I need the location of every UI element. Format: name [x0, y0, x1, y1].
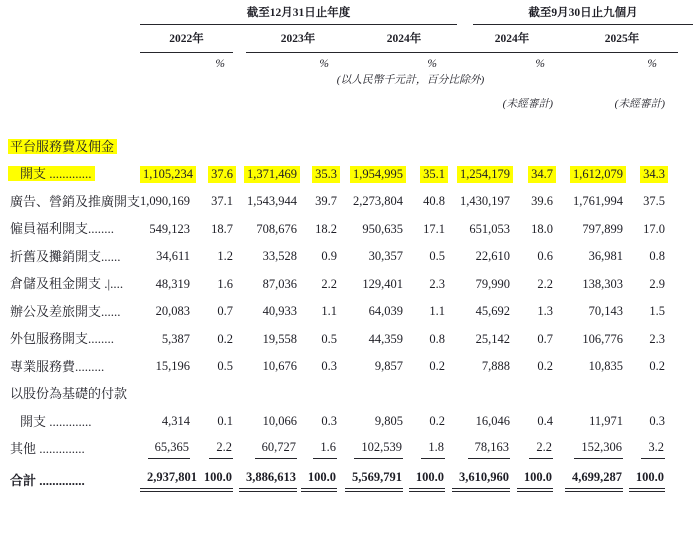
cell-value-9m2024: 1,430,197: [460, 194, 510, 209]
cell-percent-2022: 1.2: [217, 249, 233, 264]
cell-value-9m2024: 78,163: [445, 440, 510, 459]
cell-percent-9m2024: 100.0: [510, 470, 553, 492]
cell-percent-9m2025: 0.2: [649, 359, 665, 374]
table-row: [8, 243, 665, 271]
cell-percent-9m2024: 2.2: [537, 276, 553, 291]
cell-percent-2023: 2.2: [321, 276, 337, 291]
cell-percent-9m2024: 0.2: [537, 359, 553, 374]
cell-value-2023: 10,066: [262, 414, 297, 429]
cell-percent-2024: 0.2: [429, 414, 445, 429]
cell-percent-2023: 18.2: [315, 221, 337, 236]
cell-value-2023: 40,933: [262, 304, 297, 319]
table-row: [8, 271, 665, 299]
cell-value-2023: 87,036: [262, 276, 297, 291]
cell-percent-9m2025: 2.3: [649, 331, 665, 346]
cell-percent-2022: 100.0: [190, 470, 233, 492]
cell-percent-2022: 18.7: [211, 221, 233, 236]
cell-value-9m2025: 797,899: [582, 221, 623, 236]
table-row: [8, 216, 665, 244]
cell-percent-9m2025: 1.5: [649, 304, 665, 319]
cell-value-9m2024: 45,692: [475, 304, 510, 319]
cell-value-9m2025: 70,143: [588, 304, 623, 319]
cell-percent-2023: 0.5: [321, 331, 337, 346]
cell-value-9m2024: 3,610,960: [445, 470, 510, 492]
cell-value-2023: 1,371,469: [233, 166, 297, 183]
cell-value-9m2024: 22,610: [475, 249, 510, 264]
table-row: [8, 381, 665, 409]
row-label: 平台服務費及佣金: [8, 139, 140, 155]
cell-percent-9m2024: 0.7: [537, 331, 553, 346]
row-label: 開支 .............: [20, 413, 92, 429]
cell-value-2022: 65,365: [140, 440, 190, 459]
cell-percent-2022: 2.2: [190, 440, 233, 459]
cell-value-2024: 2,273,804: [353, 194, 403, 209]
year-header-2023: 2023年: [246, 32, 350, 53]
cell-value-2024: 1,954,995: [337, 166, 403, 183]
row-label: 合計 ..............: [10, 473, 85, 488]
cell-value-9m2024: 1,254,179: [445, 166, 510, 183]
cell-percent-2024: 35.1: [403, 166, 445, 183]
percent-symbol: %: [215, 58, 225, 70]
table-row: [8, 133, 665, 161]
cell-value-2022: 34,611: [156, 249, 190, 264]
cell-percent-2024: 1.1: [429, 304, 445, 319]
cell-value-2024: 64,039: [368, 304, 403, 319]
period-group-nine-months: 截至9月30日止九個月: [473, 6, 693, 25]
cell-percent-9m2025: 0.8: [649, 249, 665, 264]
cell-percent-9m2025: 34.3: [623, 166, 665, 183]
cell-percent-9m2024: 39.6: [531, 194, 553, 209]
cell-percent-9m2025: 0.3: [649, 414, 665, 429]
year-header-2022: 2022年: [140, 32, 233, 53]
year-header-9m2025: 2025年: [566, 32, 678, 53]
cell-percent-2023: 39.7: [315, 194, 337, 209]
cell-percent-2024: 0.2: [429, 359, 445, 374]
unaudited-note: (未經審計): [614, 98, 665, 110]
cell-percent-2024: 0.5: [429, 249, 445, 264]
cell-value-2023: 1,543,944: [247, 194, 297, 209]
percent-symbol: %: [319, 58, 329, 70]
cell-value-9m2025: 4,699,287: [553, 470, 623, 492]
cell-value-2023: 19,558: [262, 331, 297, 346]
cell-percent-2023: 35.3: [297, 166, 337, 183]
row-label: 專業服務費.........: [10, 358, 105, 374]
cell-value-9m2025: 138,303: [582, 276, 623, 291]
table-row: [8, 188, 665, 216]
cell-value-2023: 708,676: [256, 221, 297, 236]
table-row: [8, 436, 665, 464]
cell-percent-9m2024: 18.0: [531, 221, 553, 236]
cell-percent-2024: 100.0: [403, 470, 445, 492]
cell-percent-2023: 1.1: [321, 304, 337, 319]
cell-value-2022: 15,196: [155, 359, 190, 374]
cell-percent-2022: 37.1: [211, 194, 233, 209]
cell-value-2024: 44,359: [368, 331, 403, 346]
cell-percent-2022: 0.1: [217, 414, 233, 429]
cell-value-2023: 3,886,613: [233, 470, 297, 492]
unaudited-note-row: [8, 97, 665, 111]
cell-value-2022: 1,105,234: [140, 166, 190, 183]
cell-percent-9m2024: 0.4: [537, 414, 553, 429]
cell-percent-2022: 0.2: [217, 331, 233, 346]
cell-percent-9m2025: 2.9: [649, 276, 665, 291]
cell-value-9m2025: 36,981: [588, 249, 623, 264]
table-row: [8, 326, 665, 354]
table-row: [8, 161, 665, 189]
year-header-9m2024: 2024年: [458, 32, 566, 53]
cell-percent-9m2025: 3.2: [623, 440, 665, 459]
cell-percent-2024: 2.3: [429, 276, 445, 291]
table-row: [8, 353, 665, 381]
row-label: 辦公及差旅開支......: [10, 303, 121, 319]
cell-value-2024: 9,805: [374, 414, 403, 429]
cell-value-2022: 5,387: [161, 331, 190, 346]
cell-percent-2023: 100.0: [297, 470, 337, 492]
row-label: 以股份為基礎的付款: [10, 386, 128, 402]
cell-value-2022: 549,123: [149, 221, 190, 236]
cell-value-2024: 9,857: [374, 359, 403, 374]
cell-value-9m2025: 1,761,994: [573, 194, 623, 209]
unaudited-note: (未經審計): [502, 98, 553, 110]
cell-value-2023: 10,676: [262, 359, 297, 374]
row-label: 僱員福利開支........: [10, 221, 115, 237]
cell-percent-2024: 1.8: [403, 440, 445, 459]
table-row: [8, 466, 665, 496]
table-row: [8, 408, 665, 436]
cell-percent-2022: 37.6: [190, 166, 233, 183]
cell-percent-2024: 40.8: [423, 194, 445, 209]
unit-note-row: [8, 73, 665, 87]
cell-percent-9m2024: 0.6: [537, 249, 553, 264]
cell-percent-2023: 0.9: [321, 249, 337, 264]
row-label: 開支 .............: [8, 166, 140, 182]
cell-value-2022: 4,314: [161, 414, 190, 429]
cell-percent-2023: 1.6: [297, 440, 337, 459]
row-label: 倉儲及租金開支 .|....: [10, 276, 124, 292]
cell-value-2024: 5,569,791: [337, 470, 403, 492]
cell-percent-9m2025: 100.0: [623, 470, 665, 492]
cell-value-2024: 102,539: [337, 440, 403, 459]
row-label: 折舊及攤銷開支......: [10, 248, 121, 264]
cell-value-2022: 2,937,801: [140, 470, 190, 492]
cell-value-9m2024: 651,053: [469, 221, 510, 236]
cell-value-2024: 30,357: [368, 249, 403, 264]
cell-percent-9m2025: 37.5: [643, 194, 665, 209]
cell-value-9m2025: 152,306: [553, 440, 623, 459]
cell-percent-2022: 0.5: [217, 359, 233, 374]
cell-value-9m2025: 11,971: [589, 414, 623, 429]
cell-percent-9m2025: 17.0: [643, 221, 665, 236]
cell-value-9m2025: 10,835: [588, 359, 623, 374]
percent-symbol: %: [647, 58, 657, 70]
cell-value-2022: 20,083: [155, 304, 190, 319]
cell-value-9m2024: 79,990: [475, 276, 510, 291]
cell-value-9m2024: 16,046: [475, 414, 510, 429]
cell-value-9m2025: 106,776: [582, 331, 623, 346]
cell-percent-9m2024: 34.7: [510, 166, 553, 183]
row-label: 廣告、營銷及推廣開支: [10, 193, 141, 209]
cell-percent-2023: 0.3: [321, 359, 337, 374]
year-header-row: [8, 32, 665, 53]
cell-percent-2023: 0.3: [321, 414, 337, 429]
cell-value-2022: 1,090,169: [140, 194, 190, 209]
table-row: [8, 298, 665, 326]
row-label: 外包服務開支........: [10, 331, 115, 347]
percent-symbol-row: [8, 57, 665, 71]
cell-percent-2022: 1.6: [217, 276, 233, 291]
cell-value-9m2024: 25,142: [475, 331, 510, 346]
unit-note: (以人民幣千元計，百分比除外): [336, 74, 485, 86]
period-group-annual: 截至12月31日止年度: [140, 6, 457, 25]
cell-value-2022: 48,319: [155, 276, 190, 291]
table-body: [0, 133, 700, 496]
percent-symbol: %: [535, 58, 545, 70]
cell-percent-9m2024: 2.2: [510, 440, 553, 459]
cell-value-2024: 129,401: [362, 276, 403, 291]
cell-value-2024: 950,635: [362, 221, 403, 236]
period-group-header-row: [8, 0, 665, 25]
cell-value-2023: 33,528: [262, 249, 297, 264]
cell-percent-9m2024: 1.3: [537, 304, 553, 319]
row-label: 其他 ..............: [10, 441, 85, 457]
year-header-2024: 2024年: [350, 32, 458, 53]
cell-percent-2024: 17.1: [423, 221, 445, 236]
percent-symbol: %: [427, 58, 437, 70]
cell-percent-2022: 0.7: [217, 304, 233, 319]
cell-value-9m2024: 7,888: [481, 359, 510, 374]
cell-percent-2024: 0.8: [429, 331, 445, 346]
cell-value-9m2025: 1,612,079: [553, 166, 623, 183]
cell-value-2023: 60,727: [233, 440, 297, 459]
